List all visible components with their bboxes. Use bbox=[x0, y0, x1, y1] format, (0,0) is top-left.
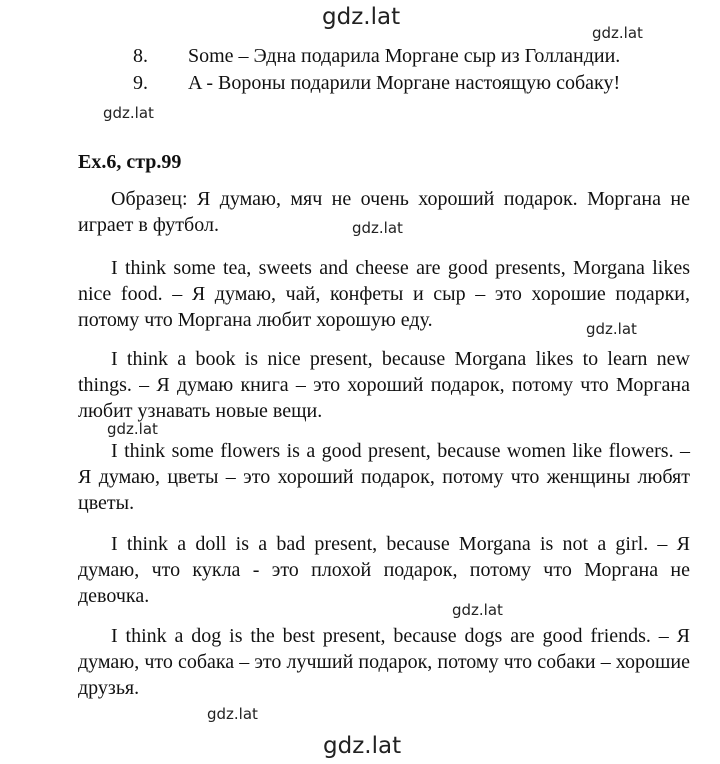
list-item-number: 8. bbox=[133, 45, 148, 67]
paragraph-line: I think a doll is a bad present, because Morgana is not a girl. – Я bbox=[111, 533, 690, 555]
paragraph-line: I think a dog is the best present, because dogs are good friends. – Я bbox=[111, 625, 690, 647]
exercise-heading: Ex.6, стр.99 bbox=[78, 151, 182, 173]
watermark-bottom-center: gdz.lat bbox=[323, 733, 402, 759]
list-item-number: 9. bbox=[133, 72, 148, 94]
paragraph-line: цветы. bbox=[78, 492, 135, 514]
watermark-mid-2: gdz.lat bbox=[452, 601, 503, 619]
paragraph-line: Образец: Я думаю, мяч не очень хороший подарок. Моргана не bbox=[111, 188, 690, 210]
list-item-text: Some – Эдна подарила Моргане сыр из Голландии. bbox=[188, 45, 621, 67]
paragraph-line: девочка. bbox=[78, 585, 150, 607]
paragraph-flowers bbox=[78, 438, 690, 516]
paragraph-line: I think a book is nice present, because Morgana likes to learn new bbox=[111, 348, 690, 370]
paragraph-line: I think some tea, sweets and cheese are good presents, Morgana likes bbox=[111, 257, 690, 279]
paragraph-line: Я думаю, цветы – это хороший подарок, потому что женщины любят bbox=[78, 466, 690, 488]
watermark-left-2: gdz.lat bbox=[107, 420, 158, 438]
watermark-right-1: gdz.lat bbox=[586, 320, 637, 338]
watermark-mid-1: gdz.lat bbox=[352, 219, 403, 237]
list-item bbox=[133, 44, 620, 68]
paragraph-line: думаю, что кукла - это плохой подарок, потому что Моргана не bbox=[78, 559, 690, 581]
list-item-text: A - Вороны подарили Моргане настоящую собаку! bbox=[188, 72, 621, 94]
paragraph-line: потому что Моргана любит хорошую еду. bbox=[78, 309, 433, 331]
watermark-left-1: gdz.lat bbox=[103, 104, 154, 122]
paragraph-line: думаю, что собака – это лучший подарок, потому что собаки – хорошие bbox=[78, 651, 690, 673]
paragraph-line: друзья. bbox=[78, 677, 140, 699]
paragraph-line: I think some flowers is a good present, because women like flowers. – bbox=[111, 440, 690, 462]
paragraph-line: things. – Я думаю книга – это хороший подарок, потому что Моргана bbox=[78, 374, 690, 396]
paragraph-tea-sweets bbox=[78, 255, 690, 333]
watermark-top-right: gdz.lat bbox=[592, 24, 643, 42]
paragraph-example bbox=[78, 186, 690, 238]
paragraph-doll bbox=[78, 531, 690, 609]
list-item bbox=[133, 71, 620, 95]
watermark-top-center: gdz.lat bbox=[322, 4, 401, 30]
paragraph-line: любит узнавать новые вещи. bbox=[78, 400, 323, 422]
paragraph-line: nice food. – Я думаю, чай, конфеты и сыр – это хорошие подарки, bbox=[78, 283, 690, 305]
paragraph-line: играет в футбол. bbox=[78, 214, 219, 236]
paragraph-book bbox=[78, 346, 690, 424]
paragraph-dog bbox=[78, 623, 690, 701]
watermark-lower-left: gdz.lat bbox=[207, 705, 258, 723]
